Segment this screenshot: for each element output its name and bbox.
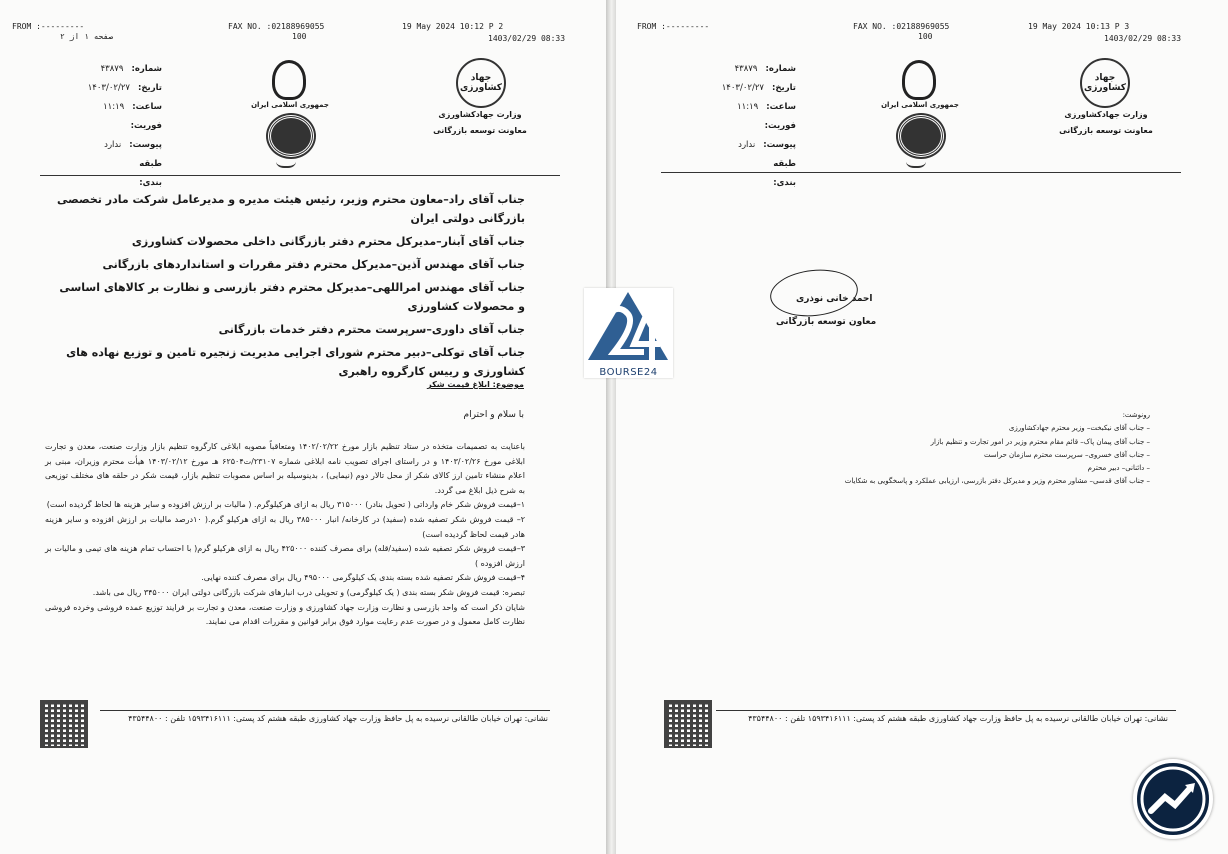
trend-arrow-icon xyxy=(1137,763,1209,835)
addressee: جناب آقای راد–معاون محترم وزیر، رئیس هیئت مدیره و مدیرعامل شرکت مادر تخصصی بازرگانی دولتی ایران xyxy=(57,193,525,225)
price-item: ۴–قیمت فروش شکر تصفیه شده بسته بندی یک کیلوگرمی ۴۹۵۰۰۰ ریال برای مصرف کننده نهایی. xyxy=(201,573,525,583)
note-paragraph: تبصره: قیمت فروش شکر بسته بندی ( یک کیلوگرمی) و تحویلی درب انبارهای شرکت بازرگانی دولتی ایران ۳۴۵۰۰۰ ریال می باشد. xyxy=(92,587,525,597)
fax-number: FAX NO. :02188969055 xyxy=(228,22,325,31)
closing-paragraph: شایان ذکر است که واحد بازرسی و نظارت وزارت جهاد کشاورزی و وزارت صنعت، معدن و تجارت بر فرایند توزیع عمده فروشی وخرده فروشی نظارت کامل معمول و در صورت عدم رعایت موارد فوق برابر قوانین و مقررات اقدام می نمایند. xyxy=(45,602,525,627)
page-indicator: صفحه ۱ از ۲ xyxy=(60,32,114,41)
qr-code-icon xyxy=(664,700,712,748)
fax-code: 100 xyxy=(292,32,307,41)
watermark-text: BOURSE24 xyxy=(599,367,658,378)
stamp-date: 1403/02/29 08:33 xyxy=(488,34,566,43)
price-item: ۱–قیمت فروش شکر خام وارداتی ( تحویل بنادر) ۳۱۵۰۰۰ ریال به ازای هرکیلوگرم. ( مالیات بر ارزش افزوده و سایر هزینه ها لحاظ گردیده است) xyxy=(46,500,525,510)
iran-emblem-icon xyxy=(902,60,936,100)
brand-badge xyxy=(1133,759,1213,839)
fax-datetime: 19 May 2024 10:12 P 2 xyxy=(402,22,504,31)
copy-recipient: – جناب آقای پیمان پاک– قائم مقام محترم وزیر در امور تجارت و تنظیم بازار xyxy=(930,437,1150,446)
ministry-name: وزارت جهادکشاورزی xyxy=(1064,110,1148,119)
addressee: جناب آقای مهندس آذین–مدیرکل محترم دفتر مقررات و استانداردهای بازرگانی xyxy=(102,258,525,271)
letter-meta: شماره: ۴۳۸۷۹ تاریخ: ۱۴۰۳/۰۲/۲۷ ساعت: ۱۱:۱۹ فوریت: پیوست: ندارد طبقه بندی: xyxy=(721,64,796,188)
ministry-dept: معاونت توسعه بازرگانی xyxy=(433,126,527,135)
bourse24-logo-icon xyxy=(584,288,673,368)
fax-datetime: 19 May 2024 10:13 P 3 xyxy=(1028,22,1130,31)
qr-code-icon xyxy=(40,700,88,748)
ministry-dept: معاونت توسعه بازرگانی xyxy=(1059,126,1153,135)
copies-title: رونوشت: xyxy=(1122,411,1150,419)
iran-emblem-icon xyxy=(272,60,306,100)
letter-body xyxy=(45,440,525,630)
header-divider xyxy=(661,172,1181,173)
fax-from: FROM :--------- xyxy=(637,22,710,31)
body-paragraph: باعنایت به تصمیمات متخذه در ستاد تنظیم بازار مورخ ۱۴۰۲/۰۲/۲۲ ومتعاقباً مصوبه ابلاغی کارگروه تنظیم بازار وزارت صنعت، معدن و تجارت ابلاغی مورخ ۱۴۰۳/۰۲/۲۶ و در راستای اجرای تصویب نامه ابلاغی شماره ۲۳۱۰۷/ت۶۲۵۰۴ هـ مورخ ۱۴۰۳/۰۲/۱۲ هیأت محترم وزیران، مبنی بر اعلام منشاء تامین ارز کالای شکر از محل تالار دوم (نیمایی) ، بدینوسیله بر اساس مصوبات تنظیم بازار، قیمت شکر در حلقه های مختلف توزیعی به شرح ذیل ابلاغ می گردد. xyxy=(45,442,526,495)
ministry-logo: جهاد کشاورزی xyxy=(1080,58,1130,108)
republic-title: جمهوری اسلامی ایران xyxy=(251,101,329,109)
seal-icon xyxy=(268,115,314,157)
seal-icon xyxy=(898,115,944,157)
copy-recipient: – جناب آقای قدسی– مشاور محترم وزیر و مدیرکل دفتر بازرسی، ارزیابی عملکرد و پاسخگویی به شکایات xyxy=(844,477,1150,486)
signature-loop xyxy=(768,266,860,321)
greeting: با سلام و احترام xyxy=(463,410,524,420)
calligraphy-mark xyxy=(276,152,296,168)
price-item: ۲– قیمت فروش شکر تصفیه شده (سفید) در کارخانه/ انبار ۳۸۵۰۰۰ ریال به ازای هرکیلو گرم.( ۱۰درصد مالیات بر ارزش افزوده و سایر هزینه هادر قیمت لحاظ گردیده است) xyxy=(45,514,525,539)
ministry-logo: جهاد کشاورزی xyxy=(456,58,506,108)
price-item: ۳–قیمت فروش شکر تصفیه شده (سفید/قله) برای مصرف کننده ۴۲۵۰۰۰ ریال به ازای هرکیلو گرم( با احتساب تمام هزینه های تیمی و مالیات بر ارزش افزوده ) xyxy=(45,544,525,568)
fax-number: FAX NO. :02188969055 xyxy=(853,22,950,31)
fax-from: FROM :--------- xyxy=(12,22,85,31)
addressee-list xyxy=(55,190,525,385)
copy-recipient: – دائنانی– دبیر محترم xyxy=(1087,464,1150,473)
signer-name: احمد خانی نوذری xyxy=(796,294,873,304)
footer-divider xyxy=(100,710,550,711)
republic-title: جمهوری اسلامی ایران xyxy=(881,101,959,109)
ministry-name: وزارت جهادکشاورزی xyxy=(438,110,522,119)
addressee: جناب آقای داوری–سرپرست محترم دفتر خدمات بازرگانی xyxy=(218,323,525,336)
letter-subject: موضوع: ابلاغ قیمت شکر xyxy=(427,380,524,389)
calligraphy-mark xyxy=(906,152,926,168)
fax-page-1 xyxy=(0,0,608,854)
footer-address: نشانی: تهران خیابان طالقانی نرسیده به پل حافظ وزارت جهاد کشاورزی طبقه هشتم کد پستی: ۱۵۹۳۴۱۶۱۱۱ تلفن : ۴۳۵۴۴۸۰۰ xyxy=(128,714,548,723)
addressee: جناب آقای آبنار–مدیرکل محترم دفتر بازرگانی داخلی محصولات کشاورزی xyxy=(131,235,525,248)
letter-meta: شماره: ۴۳۸۷۹ تاریخ: ۱۴۰۳/۰۲/۲۷ ساعت: ۱۱:۱۹ فوریت: پیوست: ندارد طبقه بندی: xyxy=(87,64,162,188)
copy-recipient: – جناب آقای نیکبخت– وزیر محترم جهادکشاورزی xyxy=(1008,424,1150,433)
bourse24-watermark xyxy=(584,288,673,378)
footer-address: نشانی: تهران خیابان طالقانی نرسیده به پل حافظ وزارت جهاد کشاورزی طبقه هشتم کد پستی: ۱۵۹۳۴۱۶۱۱۱ تلفن : ۴۳۵۴۴۸۰۰ xyxy=(748,714,1168,723)
fax-code: 100 xyxy=(918,32,933,41)
copy-recipient: – جناب آقای خسروی– سرپرست محترم سازمان حراست xyxy=(983,450,1150,459)
copies-list xyxy=(844,409,1150,489)
footer-divider xyxy=(716,710,1176,711)
addressee: جناب آقای مهندس امراللهی–مدیرکل محترم دفتر بازرسی و نظارت بر کالاهای اساسی و محصولات کشاورزی xyxy=(59,281,525,313)
header-divider xyxy=(40,175,560,176)
stamp-date: 1403/02/29 08:33 xyxy=(1104,34,1182,43)
signer-title: معاون توسعه بازرگانی xyxy=(776,317,877,327)
addressee: جناب آقای توکلی–دبیر محترم شورای اجرایی مدیریت زنجیره تامین و توزیع نهاده های کشاورزی و رییس کارگروه راهبری xyxy=(66,346,525,378)
